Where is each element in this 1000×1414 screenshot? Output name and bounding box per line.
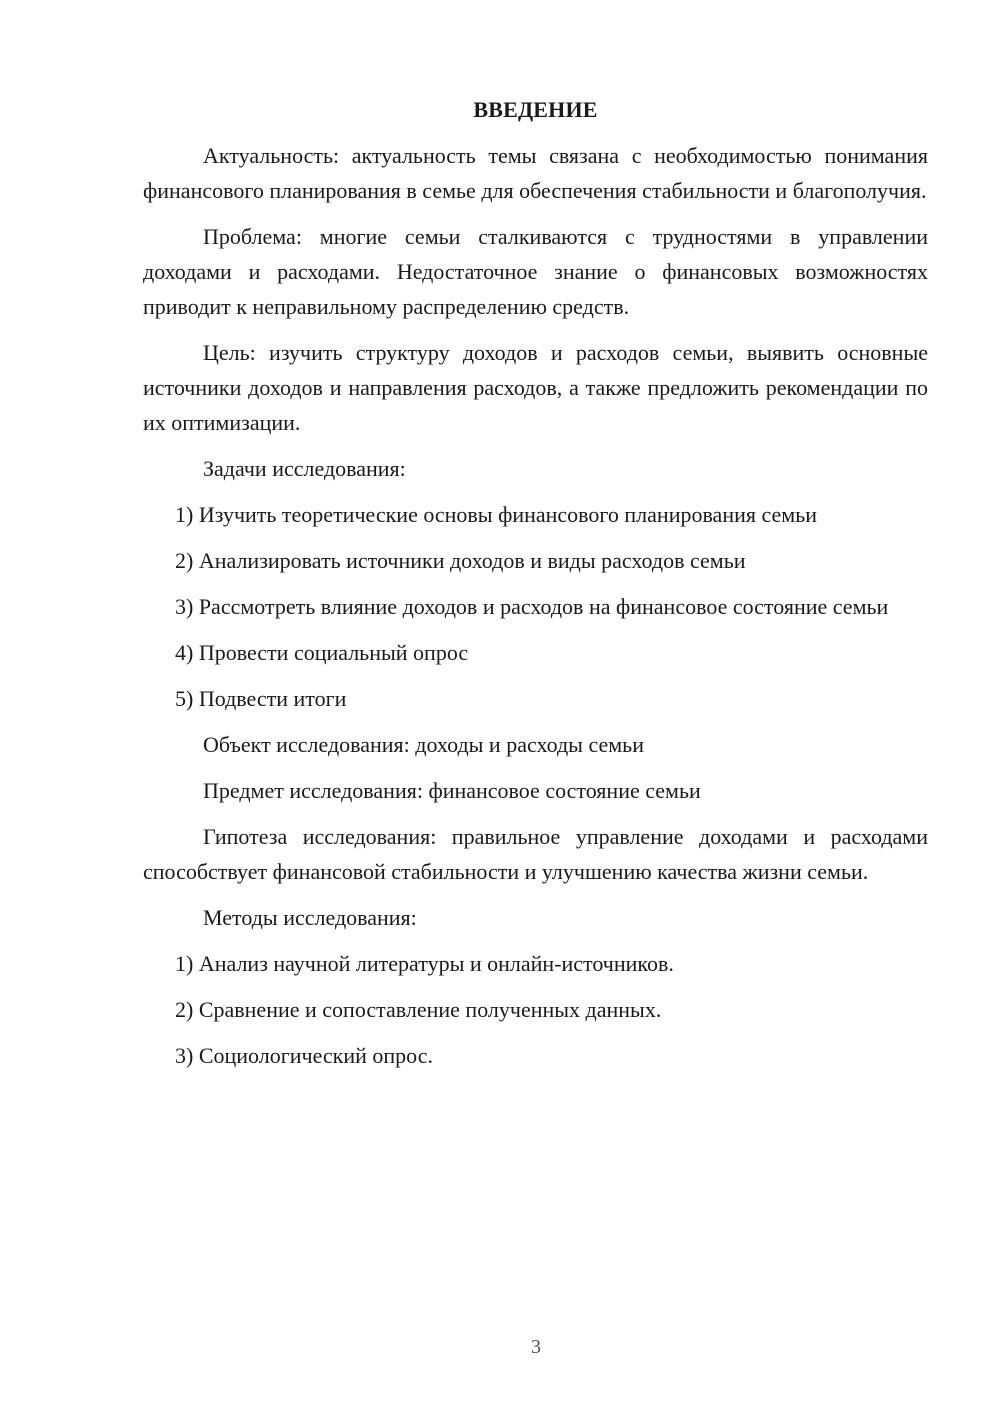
page-content <box>143 92 928 1084</box>
method-item-1: 1) Анализ научной литературы и онлайн-источников. <box>175 951 674 976</box>
research-subject: Предмет исследования: финансовое состояние семьи <box>203 778 701 803</box>
task-item-5: 5) Подвести итоги <box>175 686 347 711</box>
research-hypothesis: Гипотеза исследования: правильное управление доходами и расходами способствует финансовой стабильности и улучшению качества жизни семьи. <box>143 824 928 884</box>
task-item-4: 4) Провести социальный опрос <box>175 640 469 665</box>
method-item-2: 2) Сравнение и сопоставление полученных данных. <box>175 997 662 1022</box>
method-item-3: 3) Социологический опрос. <box>175 1043 433 1068</box>
page-number: 3 <box>531 1336 541 1358</box>
research-object: Объект исследования: доходы и расходы семьи <box>203 732 644 757</box>
section-title: ВВЕДЕНИЕ <box>473 97 598 122</box>
task-item-1: 1) Изучить теоретические основы финансового планирования семьи <box>175 502 818 527</box>
tasks-heading: Задачи исследования: <box>203 456 406 481</box>
task-item-3: 3) Рассмотреть влияние доходов и расходов на финансовое состояние семьи <box>175 594 889 619</box>
goal-paragraph: Цель: изучить структуру доходов и расходов семьи, выявить основные источники доходов и направления расходов, а также предложить рекомендации по их оптимизации. <box>143 340 928 435</box>
methods-heading: Методы исследования: <box>203 905 417 930</box>
task-item-2: 2) Анализировать источники доходов и виды расходов семьи <box>175 548 746 573</box>
problem-paragraph: Проблема: многие семьи сталкиваются с трудностями в управлении доходами и расходами. Недостаточное знание о финансовых возможностях приводит к неправильному распределению средств. <box>143 224 928 319</box>
relevance-paragraph: Актуальность: актуальность темы связана с необходимостью понимания финансового планирования в семье для обеспечения стабильности и благополучия. <box>143 143 928 203</box>
